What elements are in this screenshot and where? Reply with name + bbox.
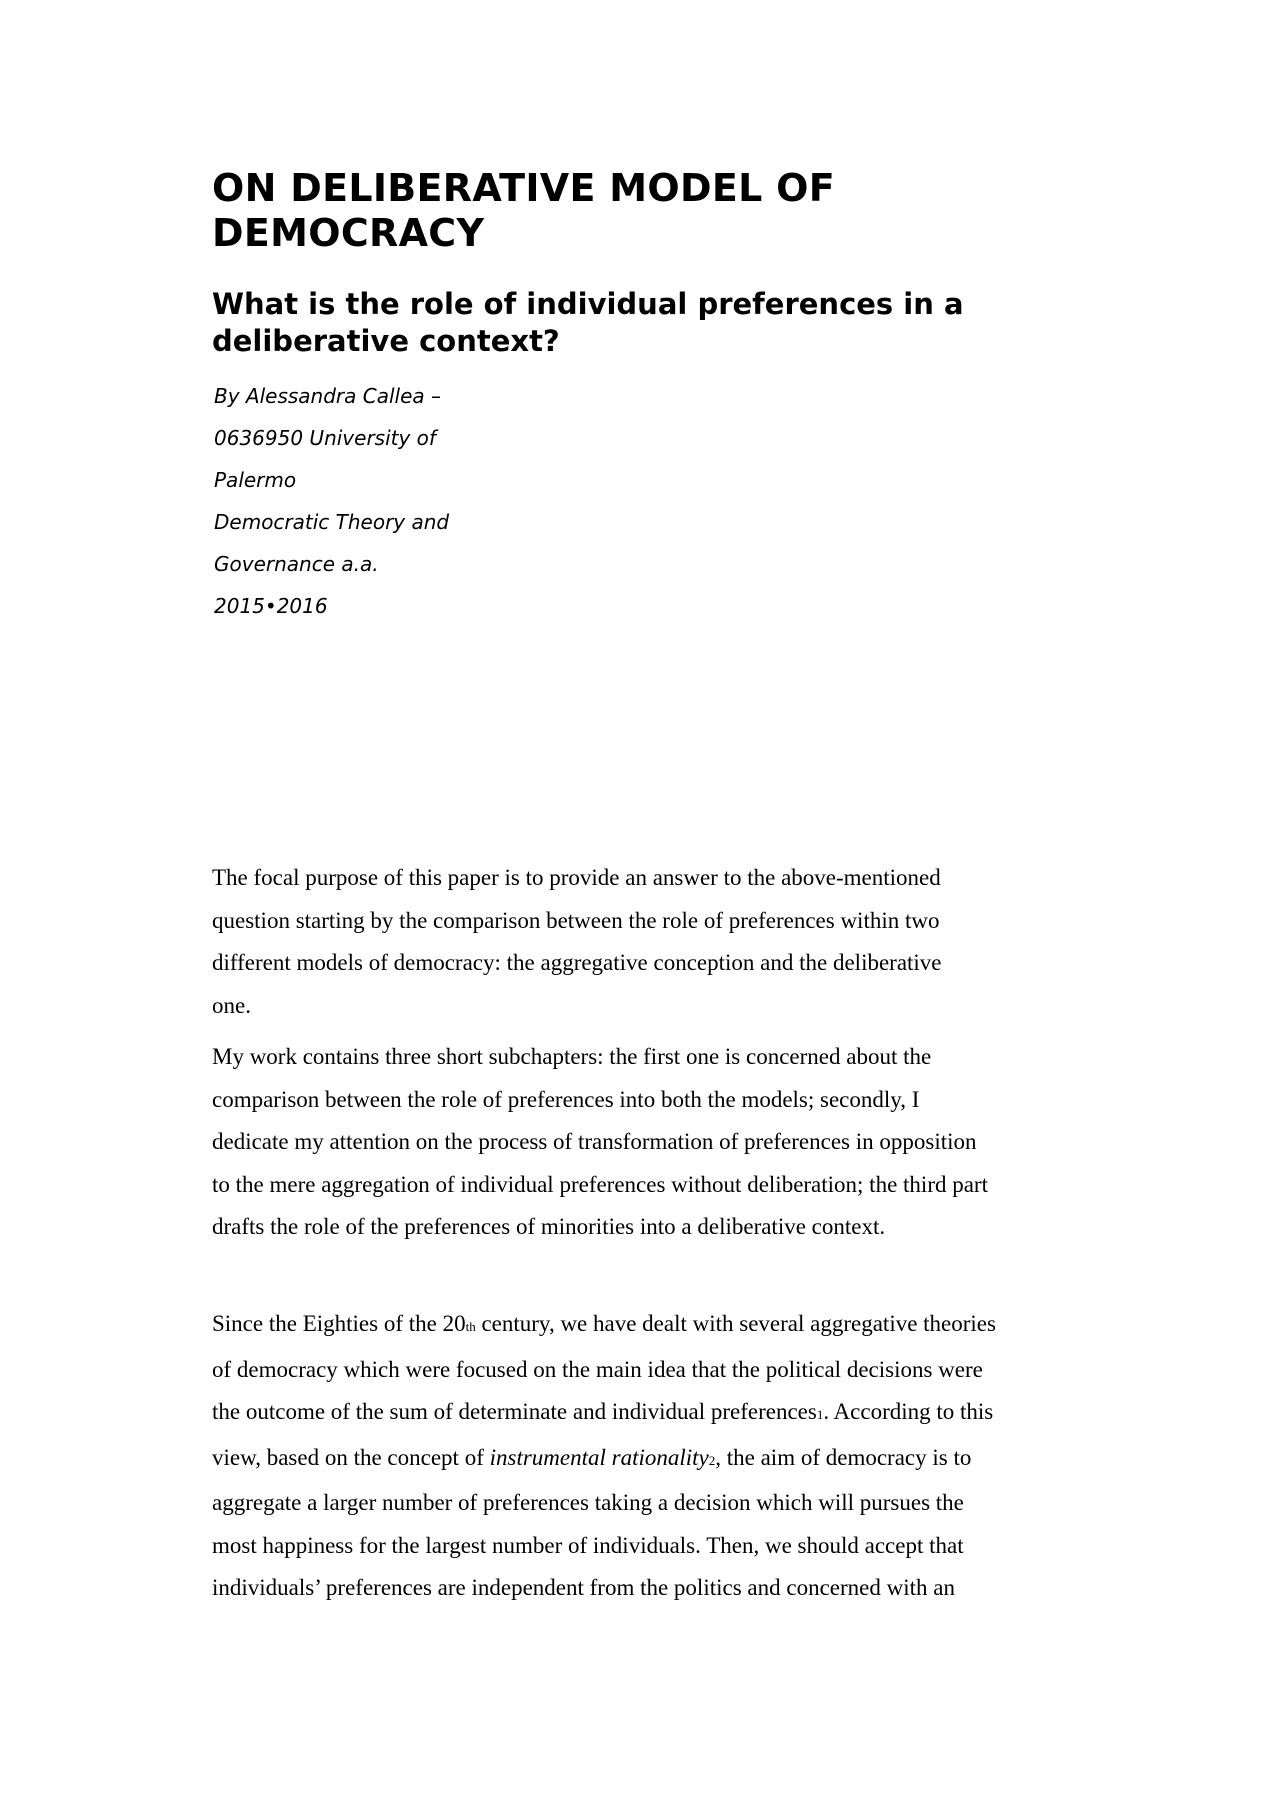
subtitle-line-1: What is the role of individual preferences in a [212, 287, 964, 321]
paragraph-line [212, 1303, 1108, 1349]
footnote-marker: 2 [708, 1452, 716, 1468]
paragraph-line: comparison between the role of preferences into both the models; secondly, I [212, 1086, 920, 1112]
paragraph-line: most happiness for the largest number of individuals. Then, we should accept that [212, 1532, 964, 1558]
author-block [214, 375, 574, 627]
author-line: 0636950 University of [214, 426, 436, 450]
paragraph-structure [212, 1036, 1108, 1249]
paragraph-line: question starting by the comparison between the role of preferences within two [212, 907, 940, 933]
document-title [212, 166, 972, 256]
paragraph-line: aggregate a larger number of preferences taking a decision which will pursues the [212, 1490, 964, 1515]
ordinal-suffix: th [465, 1319, 476, 1334]
text-run: view, based on the concept of [212, 1444, 490, 1470]
paragraph-line: dedicate my attention on the process of transformation of preferences in opposition [212, 1129, 977, 1154]
document-subtitle [212, 286, 1032, 360]
paragraph-line: drafts the role of the preferences of minorities into a deliberative context. [212, 1214, 886, 1239]
author-line: Palermo [214, 468, 297, 492]
title-line-2: DEMOCRACY [212, 211, 485, 255]
italic-term: instrumental rationality [489, 1444, 709, 1470]
author-line: 2015•2016 [214, 594, 328, 618]
paragraph-intro [212, 857, 1108, 1027]
text-run: Since the Eighties of the 20 [212, 1311, 466, 1336]
text-run: . According to this [823, 1399, 994, 1424]
text-run: , the aim of democracy is to [715, 1444, 972, 1470]
paragraph-line: one. [212, 992, 251, 1018]
author-line: Democratic Theory and [214, 510, 450, 534]
subtitle-line-2: deliberative context? [212, 324, 560, 358]
paragraph-line: to the mere aggregation of individual preferences without deliberation; the third part [212, 1171, 988, 1197]
author-line: By Alessandra Callea – [214, 384, 442, 408]
text-run: century, we have dealt with several aggregative theories [475, 1311, 996, 1336]
paragraph-line: different models of democracy: the aggregative conception and the deliberative [212, 950, 942, 975]
paragraph-line: My work contains three short subchapters: the first one is concerned about the [212, 1044, 932, 1069]
footnote-marker: 1 [816, 1407, 824, 1422]
paragraph-line [212, 1391, 1108, 1437]
paragraph-line: The focal purpose of this paper is to provide an answer to the above-mentioned [212, 865, 941, 890]
paragraph-aggregative-theories [212, 1303, 1108, 1610]
paragraph-line: individuals’ preferences are independent from the politics and concerned with an [212, 1575, 955, 1600]
text-run: the outcome of the sum of determinate and individual preferences [212, 1399, 817, 1424]
paragraph-line [212, 1437, 1108, 1483]
author-line: Governance a.a. [214, 552, 379, 576]
title-line-1: ON DELIBERATIVE MODEL OF [212, 166, 836, 210]
paragraph-line: of democracy which were focused on the main idea that the political decisions were [212, 1356, 983, 1382]
